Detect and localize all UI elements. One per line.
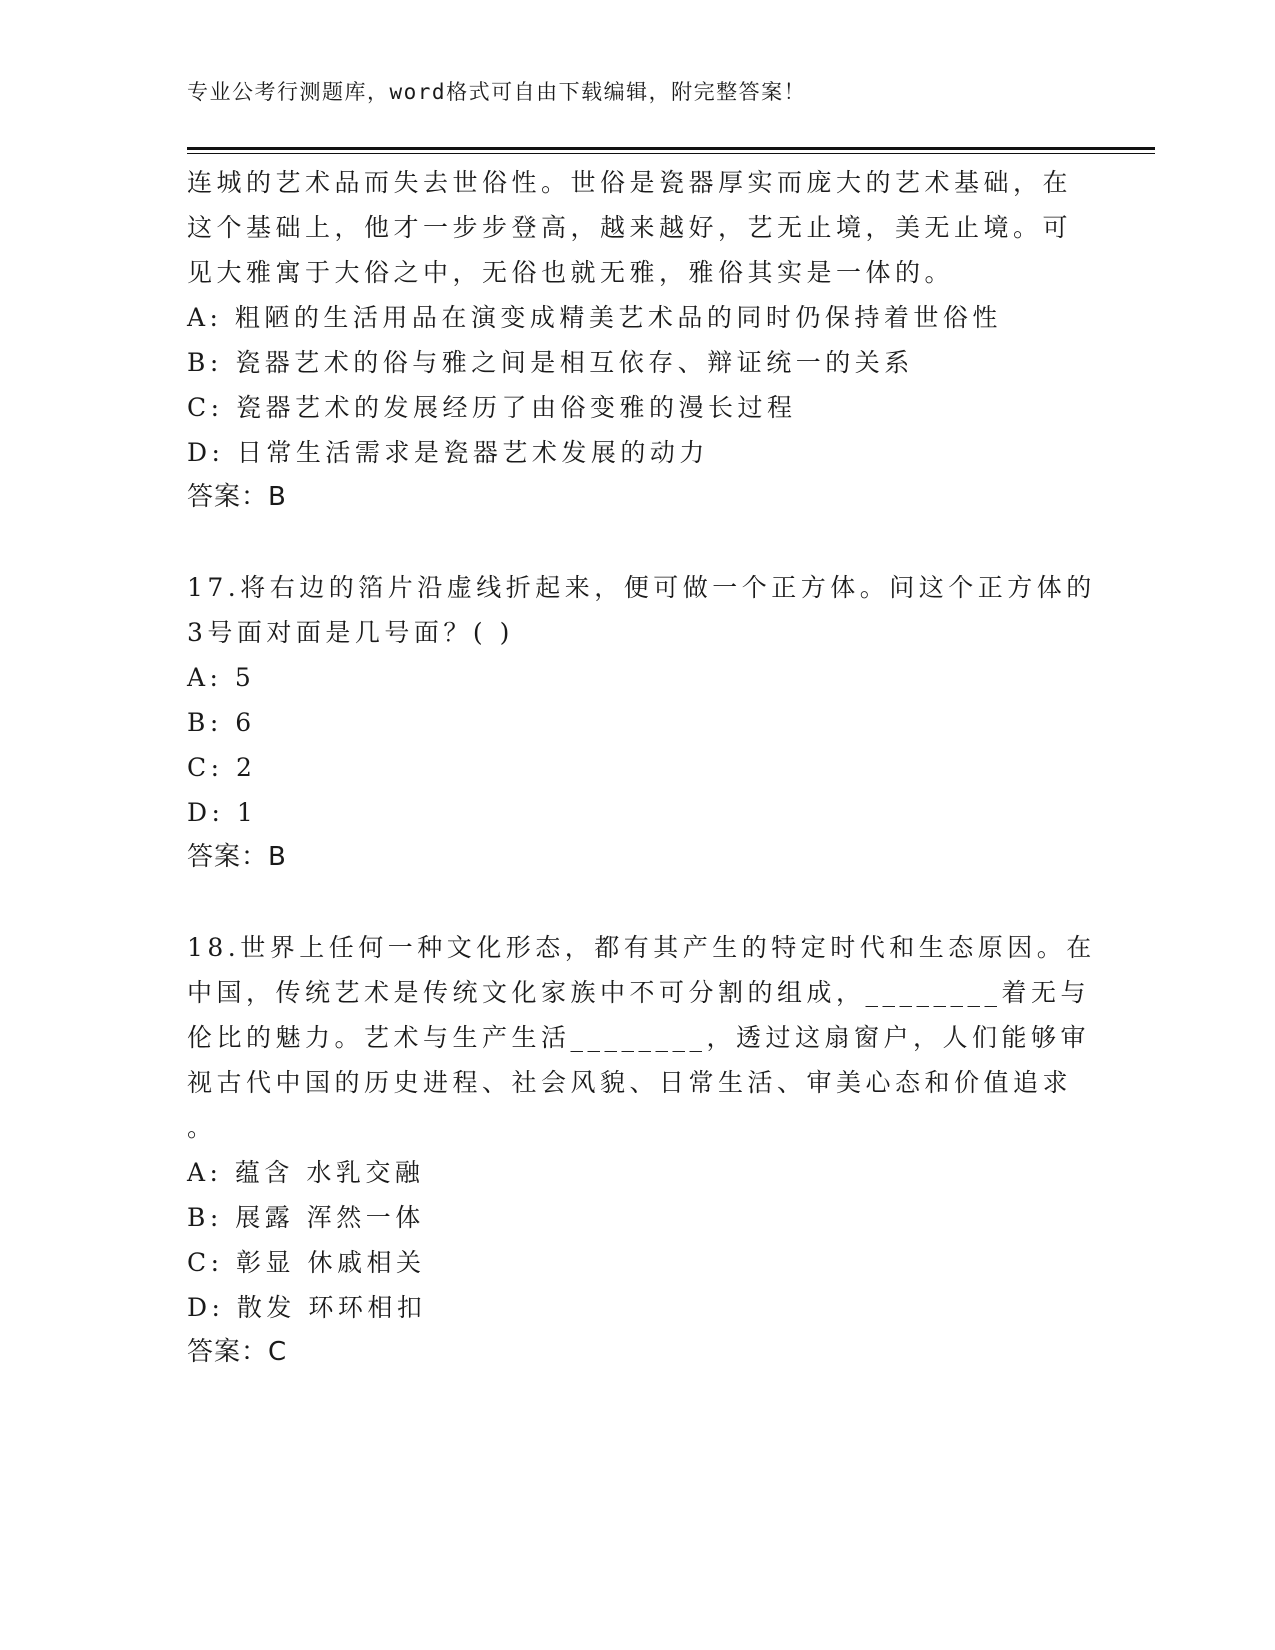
question-stem-line: 视古代中国的历史进程、社会风貌、日常生活、审美心态和价值追求 xyxy=(187,1068,1073,1097)
question-stem-line: 这个基础上，他才一步步登高，越来越好，艺无止境，美无止境。可 xyxy=(187,213,1073,242)
option-a: A: 粗陋的生活用品在演变成精美艺术品的同时仍保持着世俗性 xyxy=(187,303,1002,332)
question-stem-line: 17.将右边的箔片沿虚线折起来，便可做一个正方体。问这个正方体的 xyxy=(187,573,1096,602)
option-d: D: 1 xyxy=(187,798,258,827)
header-rule-thick xyxy=(187,147,1155,150)
question-stem-line: 3号面对面是几号面？( ) xyxy=(187,618,514,647)
question-16 xyxy=(187,160,1087,520)
header-rule-thin xyxy=(187,153,1155,154)
question-stem-line: 中国，传统艺术是传统文化家族中不可分割的组成，________着无与 xyxy=(187,978,1091,1007)
question-stem-line: 见大雅寓于大俗之中，无俗也就无雅，雅俗其实是一体的。 xyxy=(187,258,955,287)
option-a: A: 5 xyxy=(187,663,256,692)
question-stem-line: 伦比的魅力。艺术与生产生活________，透过这扇窗户，人们能够审 xyxy=(187,1023,1091,1052)
question-stem-line: 。 xyxy=(187,1113,217,1142)
spacer xyxy=(187,880,1087,925)
question-stem-line: 18.世界上任何一种文化形态，都有其产生的特定时代和生态原因。在 xyxy=(187,933,1096,962)
option-c: C: 瓷器艺术的发展经历了由俗变雅的漫长过程 xyxy=(187,393,797,422)
option-b: B: 瓷器艺术的俗与雅之间是相互依存、辩证统一的关系 xyxy=(187,348,914,377)
document-body xyxy=(187,160,1096,1375)
answer-label: 答案：C xyxy=(187,1337,288,1367)
answer-label: 答案：B xyxy=(187,842,287,872)
option-c: C: 彰显 休戚相关 xyxy=(187,1248,426,1277)
option-c: C: 2 xyxy=(187,753,257,782)
option-b: B: 展露 浑然一体 xyxy=(187,1203,425,1232)
question-17 xyxy=(187,565,1096,880)
question-stem-line: 连城的艺术品而失去世俗性。世俗是瓷器厚实而庞大的艺术基础，在 xyxy=(187,168,1073,197)
question-18 xyxy=(187,925,1096,1375)
option-d: D: 日常生活需求是瓷器艺术发展的动力 xyxy=(187,438,709,467)
option-d: D: 散发 环环相扣 xyxy=(187,1293,427,1322)
option-a: A: 蕴含 水乳交融 xyxy=(187,1158,425,1187)
answer-label: 答案：B xyxy=(187,482,287,512)
option-b: B: 6 xyxy=(187,708,256,737)
page-header: 专业公考行测题库，word格式可自由下载编辑，附完整答案！ xyxy=(187,80,807,104)
spacer xyxy=(187,520,1087,565)
